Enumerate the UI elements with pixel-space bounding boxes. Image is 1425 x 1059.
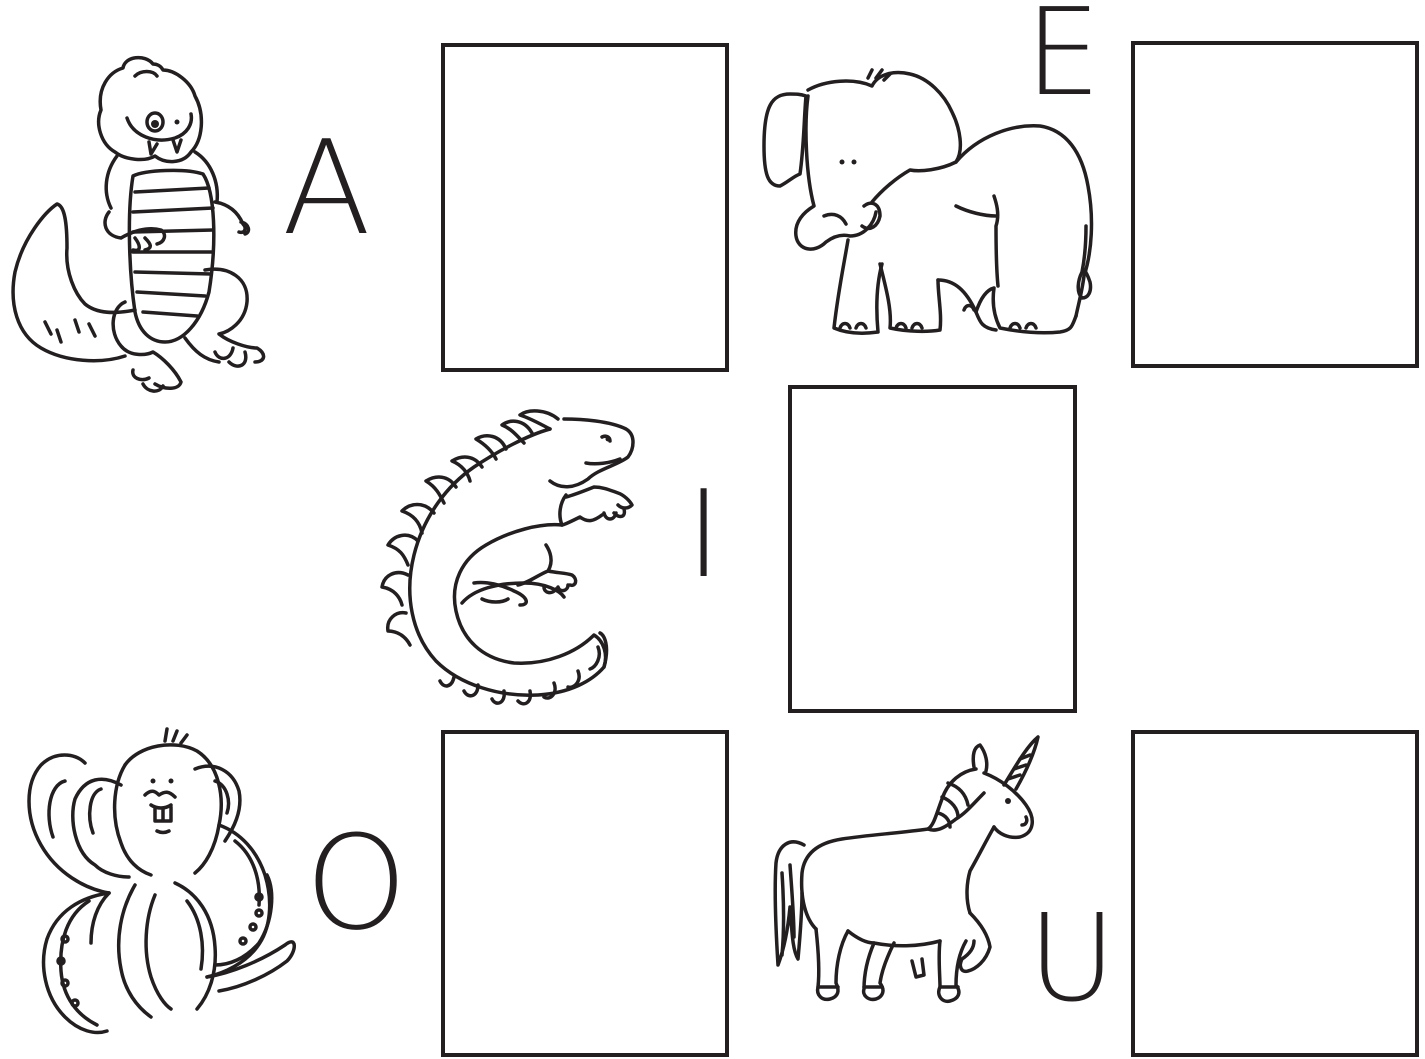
alligator-icon xyxy=(5,52,270,397)
answer-box-a[interactable] xyxy=(441,43,729,372)
answer-box-o[interactable] xyxy=(441,730,729,1057)
letter-e: E xyxy=(1025,0,1101,123)
letter-u: U xyxy=(1028,890,1116,1029)
iguana-icon xyxy=(378,405,640,707)
answer-box-i[interactable] xyxy=(788,385,1077,713)
letter-i: I xyxy=(686,466,722,605)
answer-box-u[interactable] xyxy=(1131,730,1419,1057)
letter-a: A xyxy=(282,112,371,264)
answer-box-e[interactable] xyxy=(1131,41,1419,368)
octopus-icon xyxy=(5,725,303,1043)
unicorn-icon xyxy=(770,733,1042,1009)
letter-o: O xyxy=(305,807,408,959)
